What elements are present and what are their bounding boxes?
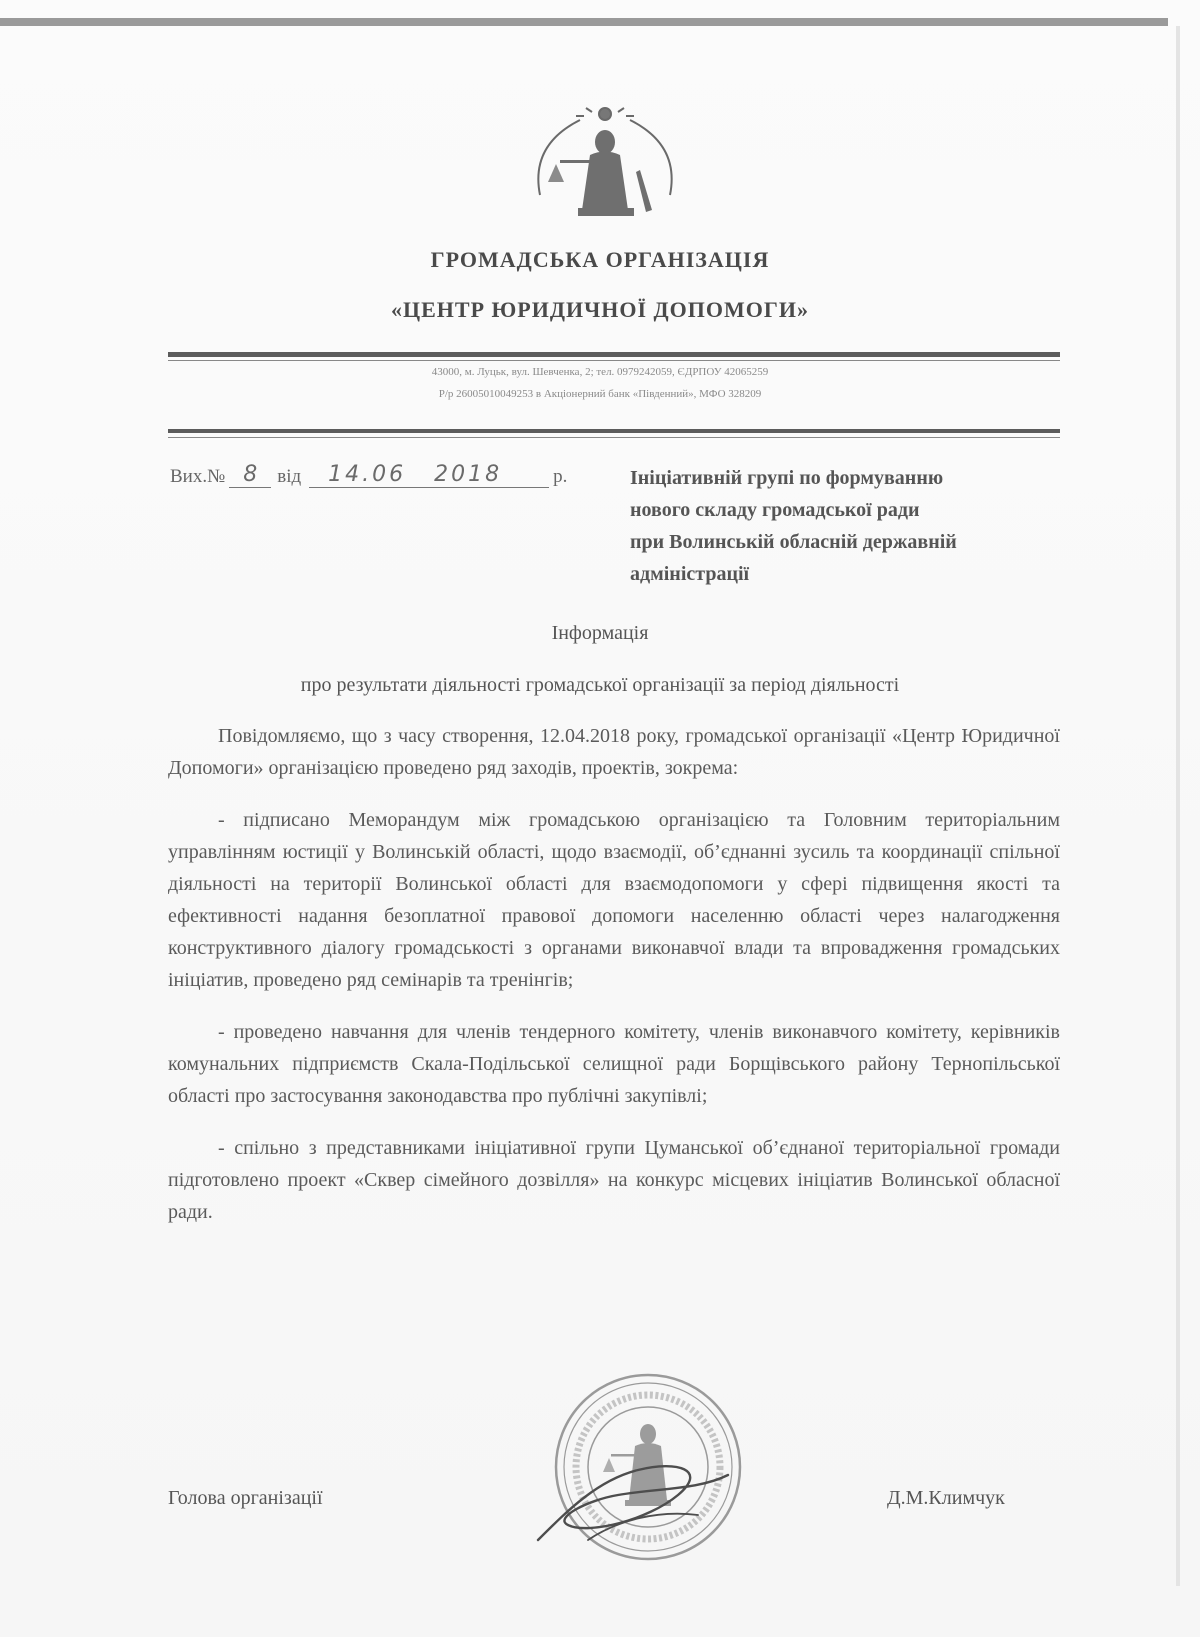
document-subtitle: про результати діяльності громадської організації за період діяльності	[300, 674, 900, 696]
address-line: 43000, м. Луцьк, вул. Шевченка, 2; тел. 0979242059, ЄДРПОУ 42065259	[431, 366, 769, 378]
outgoing-reference	[170, 462, 567, 488]
reference-number: 8	[229, 462, 271, 488]
letterhead-divider-top	[168, 352, 1060, 357]
letterhead-divider-top-thin	[168, 360, 1060, 361]
letterhead-divider-bottom-thin	[168, 437, 1060, 438]
org-name-heading: «ЦЕНТР ЮРИДИЧНОЇ ДОПОМОГИ»	[391, 297, 809, 322]
recipient-line: адміністрації	[630, 563, 750, 585]
body-paragraph: - підписано Меморандум між громадською організацією та Головним територіальним управлінням юстиції у Волинській області, щодо взаємодії, об’єднанні зусиль та координації спільної діяльності на території Волинської області для взаємодопомоги у сфері підвищення якості та ефективності надання безоплатної правової допомоги населенню області через налагодження конструктивного діалогу громадськості з органами виконавчої влади та впровадження громадських ініціатив, проведено ряд семінарів та тренінгів;	[168, 809, 1060, 991]
reference-date-day-month: 14.06	[328, 462, 407, 487]
signatory-position: Голова організації	[168, 1487, 323, 1509]
scan-edge-top	[0, 18, 1168, 26]
reference-date-prefix: від	[277, 466, 302, 487]
reference-prefix: Вих.№	[170, 466, 226, 487]
recipient-line: нового складу громадської ради	[630, 499, 920, 521]
org-type-heading: ГРОМАДСЬКА ОРГАНІЗАЦІЯ	[430, 247, 770, 272]
document-body	[168, 720, 1060, 1248]
reference-date-year: 2018	[434, 462, 503, 487]
letterhead-divider-bottom	[168, 429, 1060, 433]
document-title: Інформація	[551, 622, 649, 644]
body-paragraph: Повідомляємо, що з часу створення, 12.04.2018 року, громадської організації «Центр Юридичної Допомоги» організацією проведено ряд заходів, проектів, зокрема:	[168, 725, 1060, 779]
reference-date	[309, 462, 549, 488]
reference-suffix: р.	[553, 466, 568, 487]
body-paragraph: - спільно з представниками ініціативної групи Цуманської об’єднаної територіальної громади підготовлено проект «Сквер сімейного дозвілля» на конкурс місцевих ініціатив Волинської обласної ради.	[168, 1137, 1060, 1223]
body-paragraph: - проведено навчання для членів тендерного комітету, членів виконавчого комітету, керівників комунальних підприємств Скала-Подільської селищної ради Борщівського району Тернопільської області про застосування законодавства про публічні закупівлі;	[168, 1021, 1060, 1107]
signatory-name: Д.М.Климчук	[887, 1487, 1005, 1509]
recipient-line: при Волинській обласній державній	[630, 531, 957, 553]
justice-emblem-icon	[520, 100, 690, 230]
recipient-line: Ініціативній групі по формуванню	[630, 467, 944, 489]
signature-icon	[528, 1440, 748, 1560]
bank-details-line: Р/р 26005010049253 в Акціонерний банк «Південний», МФО 328209	[438, 388, 762, 400]
recipient-block	[630, 462, 1050, 590]
